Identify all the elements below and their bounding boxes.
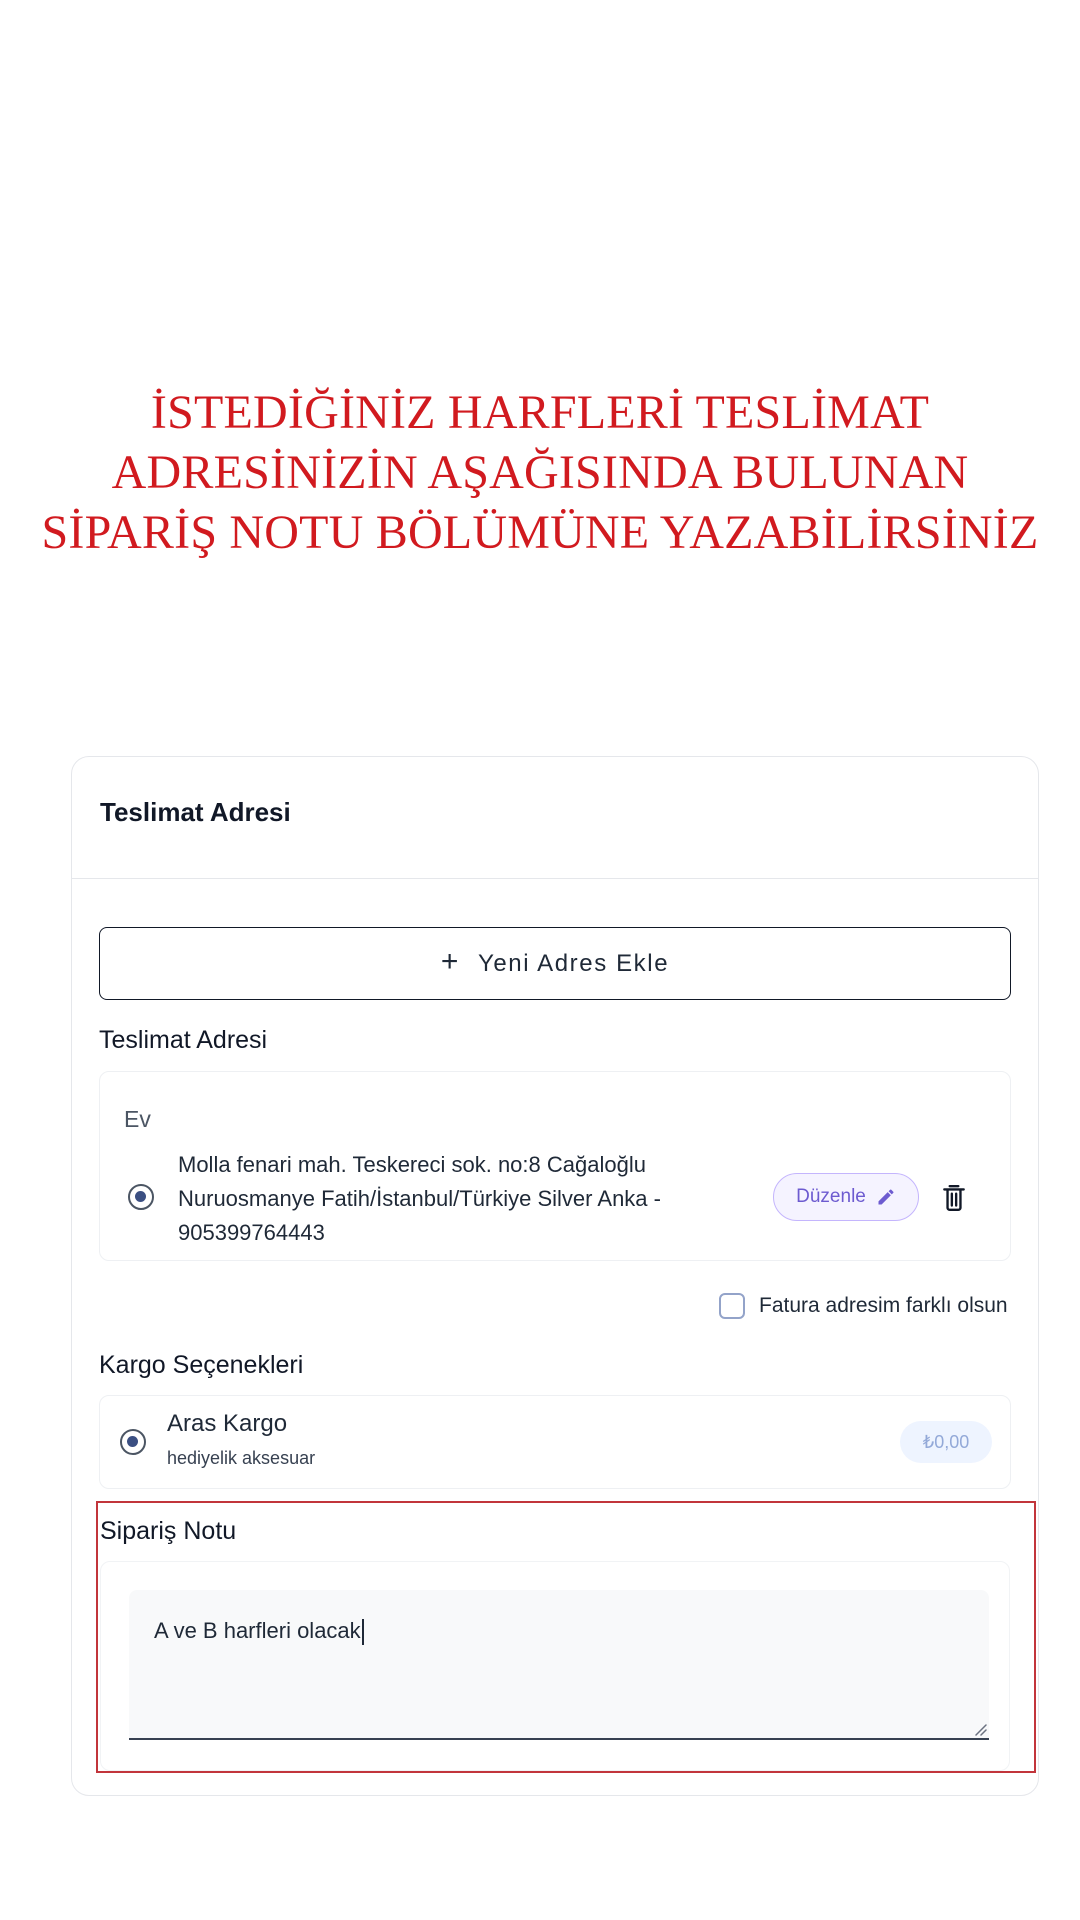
cargo-section-label: Kargo Seçenekleri [99, 1351, 304, 1379]
card-divider [72, 878, 1038, 879]
order-note-text [154, 1618, 364, 1645]
order-note-textarea[interactable] [129, 1590, 989, 1740]
order-note-container [100, 1561, 1010, 1771]
address-line-1: Molla fenari mah. Teskereci sok. no:8 Cağaloğlu [178, 1152, 646, 1177]
cargo-option[interactable] [99, 1395, 1011, 1489]
address-section-label: Teslimat Adresi [99, 1026, 268, 1054]
edit-label: Düzenle [796, 1186, 866, 1207]
order-note-value: A ve B harfleri olacak [154, 1618, 361, 1643]
card-title: Teslimat Adresi [100, 797, 291, 827]
instruction-headline [0, 383, 1080, 563]
address-line-2: Nuruosmanye Fatih/İstanbul/Türkiye Silver Anka - [178, 1186, 661, 1211]
address-text [178, 1148, 738, 1250]
cargo-price-badge: ₺0,00 [900, 1421, 992, 1463]
add-new-address-button[interactable] [99, 927, 1011, 1000]
pencil-icon [876, 1187, 896, 1207]
address-radio[interactable] [128, 1184, 154, 1210]
headline-line-3: SİPARİŞ NOTU BÖLÜMÜNE YAZABİLİRSİNİZ [41, 506, 1039, 559]
edit-address-button[interactable] [773, 1173, 919, 1221]
cargo-name: Aras Kargo [167, 1410, 288, 1437]
headline-line-2: ADRESİNİZİN AŞAĞISINDA BULUNAN [111, 446, 969, 499]
cargo-description: hediyelik aksesuar [167, 1448, 316, 1468]
delivery-address-card [71, 756, 1039, 1796]
cargo-radio[interactable] [120, 1429, 146, 1455]
different-invoice-address-row[interactable] [719, 1293, 1008, 1319]
address-type-label: Ev [124, 1106, 151, 1132]
different-invoice-address-label: Fatura adresim farklı olsun [759, 1294, 1008, 1317]
add-new-address-label: Yeni Adres Ekle [477, 949, 670, 977]
resize-handle-icon[interactable] [971, 1720, 987, 1736]
headline-line-1: İSTEDİĞİNİZ HARFLERİ TESLİMAT [150, 386, 930, 439]
address-line-3: 905399764443 [178, 1220, 325, 1245]
plus-icon: + [440, 945, 460, 978]
text-caret [362, 1619, 364, 1645]
address-option[interactable] [99, 1071, 1011, 1261]
order-note-highlight [96, 1501, 1036, 1773]
order-note-title: Sipariş Notu [100, 1517, 237, 1545]
different-invoice-address-checkbox[interactable] [719, 1293, 745, 1319]
trash-icon[interactable] [941, 1184, 967, 1212]
